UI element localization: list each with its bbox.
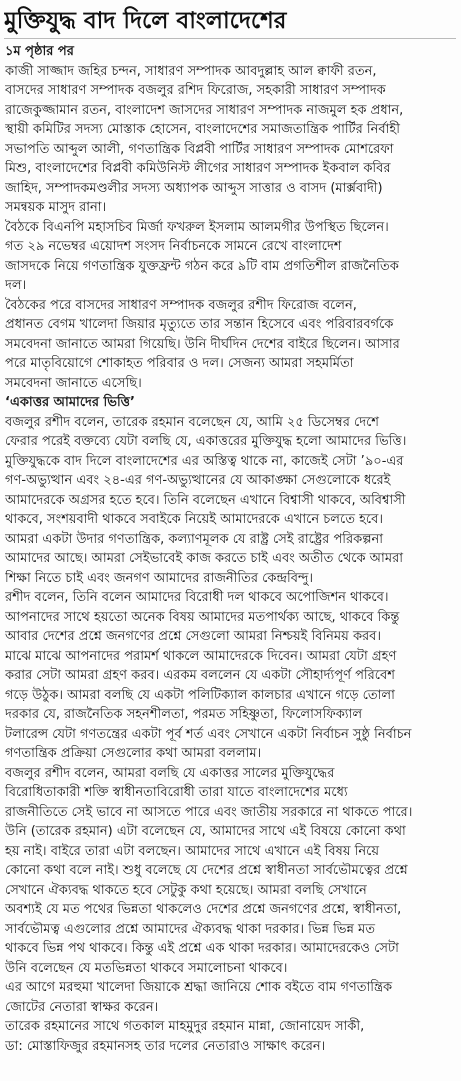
article-line: ডা: মোস্তাফিজুর রহমানসহ তার দলের নেতারাও সাক্ষাৎ করেন। [5,1038,326,1054]
article-line: সার্বভৌমত্ব এগুলোর প্রশ্নে আমাদের ঐক্যবদ্ধ থাকা দরকার। ভিন্ন ভিন্ন মত [5,921,376,937]
article-line: আবার দেশের প্রশ্নে জনগণের প্রশ্নে সেগুলো আমরা নিশ্চয়ই বিনিময় করব। [5,629,382,644]
article-line: প্রধানত বেগম খালেদা জিয়ার মৃত্যুতে তার সন্তান হিসেবে এবং পরিবারবর্গকে [5,317,394,332]
article-line: হয় নাই। বাইরে তারা এটা বলছেন। আমাদের সাথে এখানে এই বিষয় নিয়ে [5,843,379,859]
article-line: আমাদেরকে অগ্রসর হতে হবে। তিনি বলেছেন এখানে বিশ্বাসী থাকবে, অবিশ্বাসী [5,492,406,508]
article-line: উনি (তারেক রহমান) এটা বলেছেন যে, আমাদের সাথে এই বিষয়ে কোনো কথা [5,824,406,839]
headline-rule [4,38,456,39]
article-line: দরকার যে, রাজনৈতিক সহনশীলতা, পরমত সহিষ্ণুতা, ফিলোসফিক্যাল [5,707,363,722]
article-line: সভাপতি আব্দুল আলী, গণতান্ত্রিক বিপ্লবী পার্টির সাধারণ সম্পাদক মোশরেফা [5,141,394,157]
article-line: কোনো কথা বলে নাই। শুধু বলেছে যে দেশের প্রশ্নে স্বাধীনতা সার্বভৌমত্বের প্রশ্নে [5,863,408,878]
article-line: রশীদ বলেন, তিনি বলেন আমাদের বিরোধী দল থাকবে অপোজিশন থাকবে। [5,590,389,605]
article-line: পরে মাতৃবিয়োগে শোকাহত পরিবার ও দল। সেজন্য আমরা সহমর্মিতা [5,356,354,371]
article-line: জাসদকে নিয়ে গণতান্ত্রিক যুক্তফ্রন্ট গঠন করে ৯টি বাম প্রগতিশীল রাজনৈতিক [5,258,399,274]
article-line: থাকবে ভিন্ন পথ থাকবে। কিন্তু এই প্রশ্নে এক থাকা দরকার। আমাদেরকেও সেটা [5,941,399,956]
article-line: সমবেদনা জানাতে এসেছি। [5,375,142,391]
article-line: বিরোধিতাকারী শক্তি স্বাধীনতাবিরোধী তারা যাতে বাংলাদেশের মধ্যে [5,785,348,800]
article-line: গণতান্ত্রিক প্রক্রিয়া সেগুলোর কথা আমরা বললাম। [5,746,262,761]
article-line: বাসদের সাধারণ সম্পাদক বজলুর রশিদ ফিরোজ, সহকারী সাধারণ সম্পাদক [5,83,386,98]
article-line: দল। [5,278,27,293]
subheading: ১ম পৃষ্ঠার পর [5,44,74,59]
article-line: মুক্তিযুদ্ধকে বাদ দিলে বাংলাদেশের এর অস্তিত্ব থাকে না, কাজেই সেটা ’৯০-এর [5,453,404,469]
article-line: উনি বলেছেন যে মতভিন্নতা থাকবে সমালোচনা থাকবে। [5,960,288,976]
article-line: আমরা একটা উদার গণতান্ত্রিক, কল্যাণমূলক যে রাষ্ট্র সেই রাষ্ট্রের পরিকল্পনা [5,531,384,547]
article-line: থাকবে, সংশয়বাদী থাকবে সবাইকে নিয়েই আমাদেরকে এখানে চলতে হবে। [5,512,384,527]
article-line: গড়ে উঠুক। আমরা বলছি যে একটা পলিটিক্যাল কালচার এখানে গড়ে তোলা [5,687,395,703]
article-line: আপনাদের সাথে হয়তো অনেক বিষয় আমাদের মতপার্থক্য আছে, থাকবে কিন্তু [5,609,400,625]
article-line: অবশ্যই যে মত পথের ভিন্নতা থাকলেও দেশের প্রশ্নে জনগণের প্রশ্নে, স্বাধীনতা, [5,902,402,917]
article-line: বৈঠকে বিএনপি মহাসচিব মির্জা ফখরুল ইসলাম আলমগীর উপস্থিত ছিলেন। [5,219,389,235]
article-line: শিক্ষা নিতে চাই এবং জনগণ আমাদের রাজনীতির কেন্দ্রবিন্দু। [5,570,314,586]
article-line: রাজেকুজ্জামান রতন, বাংলাদেশ জাসদের সাধারণ সম্পাদক নাজমুল হক প্রধান, [5,102,404,118]
article-line: স্থায়ী কমিটির সদস্য মোস্তাক হোসেন, বাংলাদেশের সমাজতান্ত্রিক পার্টির নির্বাহী [5,122,400,137]
article-line: এর আগে মরহুমা খালেদা জিয়াকে শ্রদ্ধা জানিয়ে শোক বইতে বাম গণতান্ত্রিক [5,980,393,995]
headline: মুক্তিযুদ্ধ বাদ দিলে বাংলাদেশের [4,8,287,34]
article-line: কাজী সাজ্জাদ জহির চন্দন, সাধারণ সম্পাদক আবদুল্লাহ আল ক্বাফী রতন, [5,63,377,79]
article-line: তারেক রহমানের সাথে গতকাল মাহমুদুর রহমান মান্না, জোনায়েদ সাকী, [5,1019,365,1034]
article-line: বজলুর রশীদ বলেন, আমরা বলছি যে একাত্তর সালের মুক্তিযুদ্ধের [5,765,335,781]
article-line: জাহিদ, সম্পাদকমণ্ডলীর সদস্য অধ্যাপক আব্দুস সাত্তার ও বাসদ (মার্ক্সবাদী) [5,180,383,196]
article-line: ফেরার পরেই বক্তব্যে যেটা বলছি যে, একাত্তরের মুক্তিযুদ্ধ হলো আমাদের ভিত্তি। [5,434,407,449]
article-line: আমাদের আছে। আমরা সেইভাবেই কাজ করতে চাই এবং অতীত থেকে আমরা [5,551,403,566]
article-line: বজলুর রশীদ বলেন, তারেক রহমান বলেছেন যে, আমি ২৫ ডিসেম্বর দেশে [5,414,379,430]
article-line: করার সেটা আমরা গ্রহণ করব। এরকম বললেন যে একটা সৌহার্দ্যপূর্ণ পরিবেশ [5,668,395,683]
article-line: সেখানে ঐক্যবদ্ধ থাকতে হবে সেটুকু কথা হয়েছে। আমরা বলছি সেখানে [5,882,367,898]
article-line: সমন্বয়ক মাসুদ রানা। [5,200,107,215]
article-line: টলারেন্স যেটা গণতন্ত্রের একটা পূর্ব শর্ত এবং সেখানে একটা নির্বাচন সুষ্ঠু নির্বাচন [5,726,412,742]
article-line: গণ-অভ্যুত্থান এবং ২৪-এর গণ-অভ্যুত্থানের যে আকাঙ্ক্ষা সেগুলোকে ধরেই [5,473,391,488]
article-line: বৈঠকের পরে বাসদের সাধারণ সম্পাদক বজলুর রশীদ ফিরোজ বলেন, [5,297,357,313]
article-line: জোটের নেতারা স্বাক্ষর করেন। [5,999,159,1015]
article-line: মিশু, বাংলাদেশের বিপ্লবী কমিউনিস্ট লীগের সাধারণ সম্পাদক ইকবাল কবির [5,161,391,176]
article-line: সমবেদনা জানাতে আমরা গিয়েছি। উনি দীর্ঘদিন দেশের বাইরে ছিলেন। আসার [5,336,400,352]
subheading: ‘একাত্তর আমাদের ভিত্তি’ [5,395,135,410]
article-line: মাঝে মাঝে আপনাদের পরামর্শ থাকলে আমাদেরকে দিবেন। আমরা যেটা গ্রহণ [5,648,397,664]
article-line: গত ২৯ নভেম্বর এয়োদশ সংসদ নির্বাচনকে সামনে রেখে বাংলাদেশ [5,239,342,254]
article-line: রাজনীতিতে সেই ভাবে না আসতে পারে এবং জাতীয় সরকারে না থাকতে পারে। [5,804,413,820]
